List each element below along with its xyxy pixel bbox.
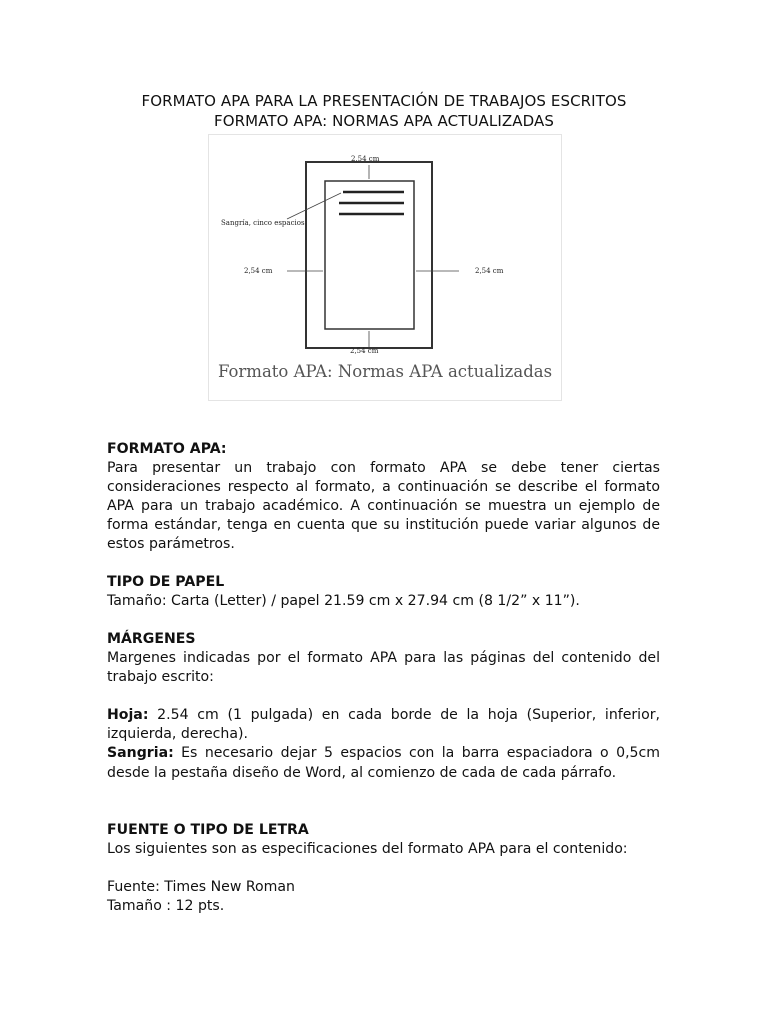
- font-line: Fuente: Times New Roman: [107, 879, 295, 896]
- hoja-text: 2.54 cm (1 pulgada) en cada borde de la hoja (Superior, inferior, izquierda, derecha).: [107, 707, 660, 743]
- formato-section: [107, 440, 660, 555]
- document-title: FORMATO APA PARA LA PRESENTACIÓN DE TRABAJOS ESCRITOS: [141, 92, 627, 110]
- sangria-paragraph: [107, 744, 660, 782]
- top-margin-label: 2,54 cm: [351, 155, 380, 163]
- papel-section: [107, 573, 660, 611]
- formato-body: Para presentar un trabajo con formato APA se debe tener ciertas consideraciones respecto al formato, a continuación se describe el formato APA para un trabajo académico. A continuación se muestra un ejemplo de forma estándar, tenga en cuenta que su institución puede variar algunos de estos parámetros.: [107, 460, 660, 553]
- papel-body: Tamaño: Carta (Letter) / papel 21.59 cm x 27.94 cm (8 1/2” x 11”).: [107, 593, 580, 610]
- size-line: Tamaño : 12 pts.: [107, 898, 225, 915]
- hoja-paragraph: [107, 706, 660, 744]
- document-subtitle: FORMATO APA: NORMAS APA ACTUALIZADAS: [214, 112, 554, 130]
- bottom-margin-label: 2,54 cm: [350, 347, 379, 355]
- margenes-heading: MÁRGENES: [107, 631, 196, 647]
- fuente-heading: FUENTE O TIPO DE LETRA: [107, 822, 309, 838]
- formato-heading: FORMATO APA:: [107, 441, 227, 457]
- papel-heading: TIPO DE PAPEL: [107, 574, 225, 590]
- sangria-text: Es necesario dejar 5 espacios con la barra espaciadora o 0,5cm desde la pestaña diseño de Word, al comienzo de cada de cada párrafo.: [107, 745, 660, 781]
- indent-label: Sangría, cinco espacios: [221, 219, 305, 227]
- sangria-label: Sangria:: [107, 745, 174, 762]
- fuente-body: Los siguientes son as especificaciones del formato APA para el contenido:: [107, 841, 628, 858]
- indent-pointer: [287, 193, 341, 219]
- hoja-label: Hoja:: [107, 707, 149, 724]
- right-margin-label: 2,54 cm: [475, 267, 504, 275]
- left-margin-label: 2,54 cm: [244, 267, 273, 275]
- margenes-section: [107, 630, 660, 783]
- figure-caption: Formato APA: Normas APA actualizadas: [217, 362, 553, 381]
- apa-margins-figure: [208, 134, 562, 401]
- margenes-body: Margenes indicadas por el formato APA para las páginas del contenido del trabajo escrito:: [107, 650, 660, 686]
- fuente-section: [107, 821, 660, 916]
